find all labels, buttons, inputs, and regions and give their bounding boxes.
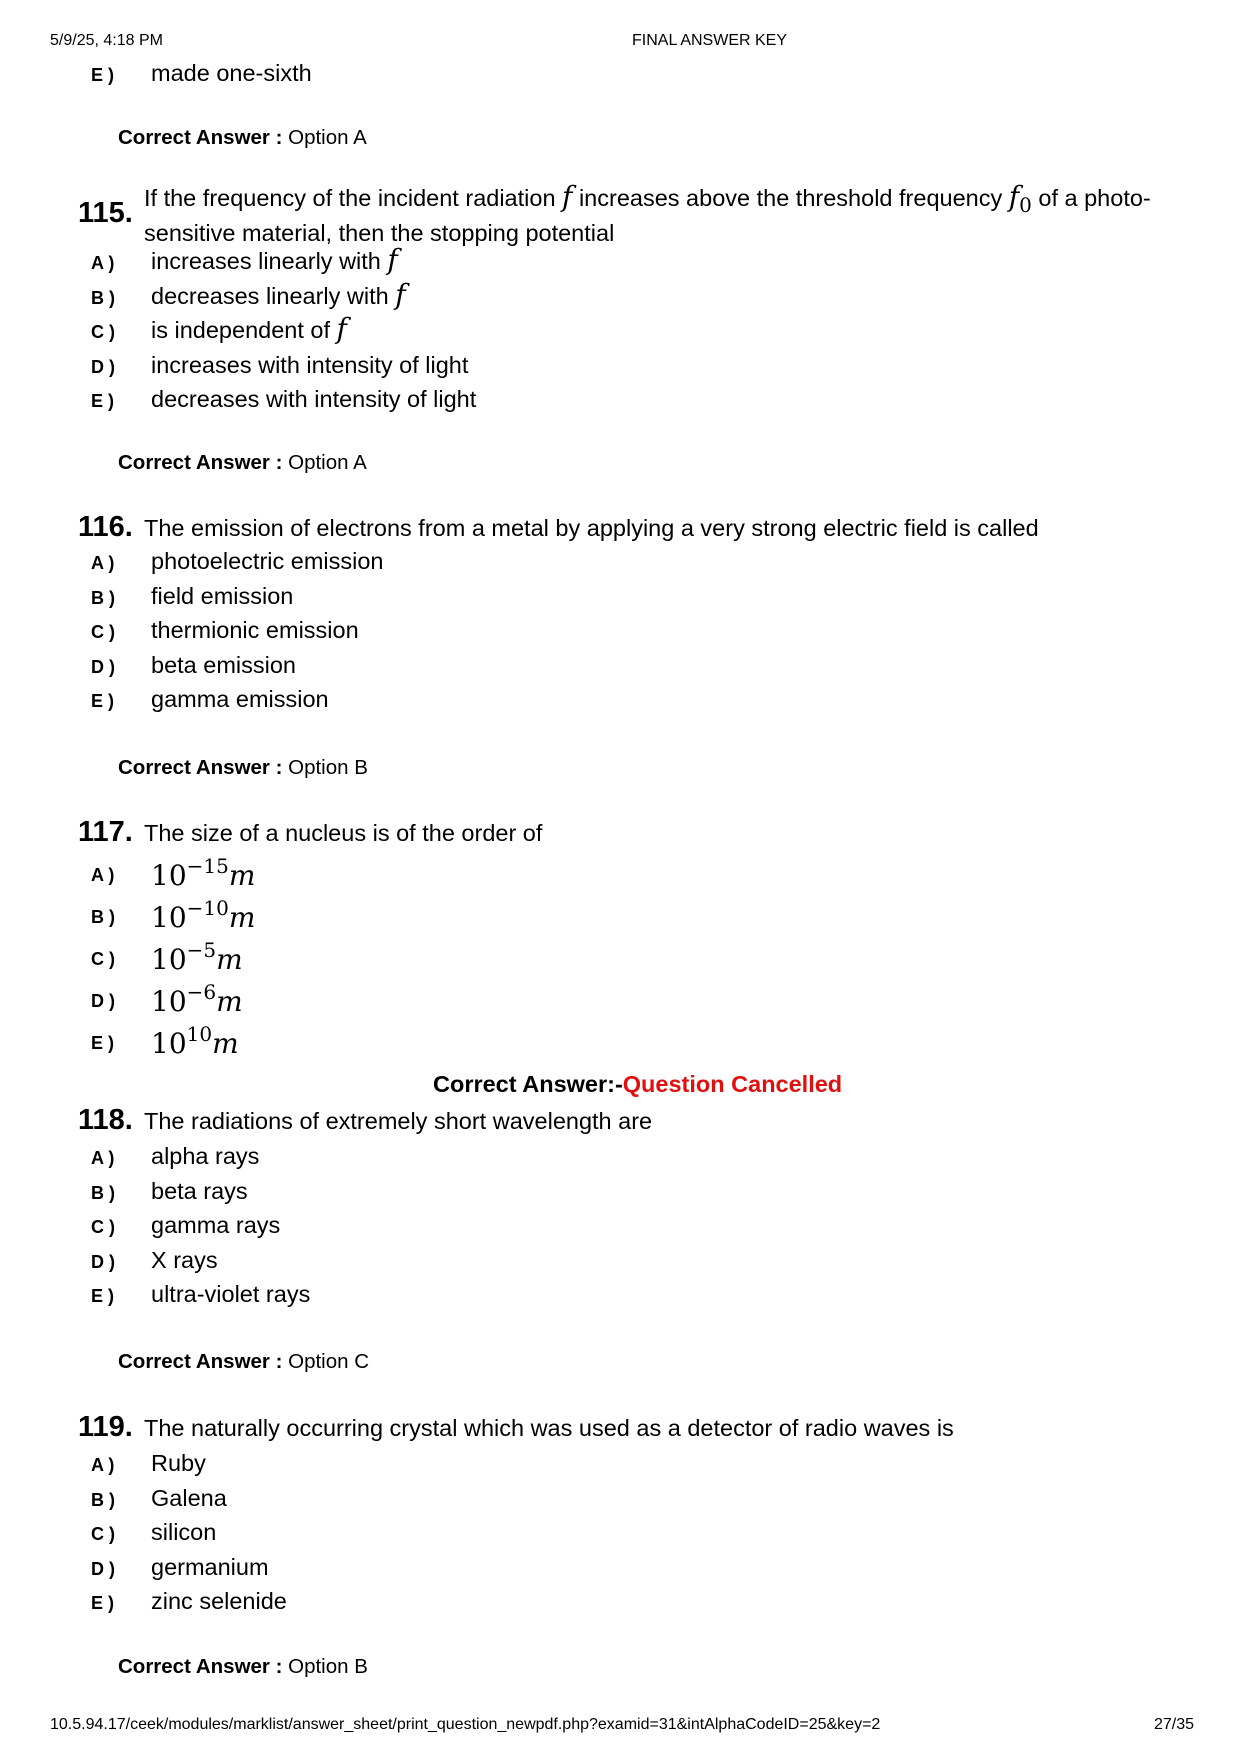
option-e [78, 58, 1178, 93]
option-c: C ) silicon [91, 1519, 217, 1545]
option-a: A ) increases linearly with f [91, 243, 398, 276]
page-url: 10.5.94.17/ceek/modules/marklist/answer_sheet/print_question_newpdf.php?examid=31&intAlphaCodeID=25&key=2 [50, 1716, 881, 1733]
option-c: C ) $10^{-5}m$ [91, 938, 243, 976]
correct-answer [118, 756, 368, 780]
answer-label: Correct Answer : [118, 126, 283, 149]
question-115 [78, 180, 1178, 419]
question-number: 119. [78, 1411, 133, 1443]
option-a: A ) alpha rays [91, 1143, 260, 1169]
question-text: The radiations of extremely short wavelength are [144, 1108, 653, 1134]
page-number: 27/35 [1154, 1716, 1195, 1733]
answer-label: Correct Answer : [118, 756, 283, 779]
question-119 [78, 1410, 1178, 1621]
option-d: D ) germanium [91, 1553, 269, 1580]
option-e: E ) ultra-violet rays [91, 1281, 311, 1307]
question-number: 118. [78, 1104, 133, 1136]
answer-label: Correct Answer : [118, 1655, 283, 1678]
question-number: 115. [78, 197, 133, 229]
question-text: The emission of electrons from a metal by applying a very strong electric field is called [144, 515, 1039, 541]
answer-label: Correct Answer:- [433, 1071, 623, 1097]
option-a: A ) Ruby [91, 1450, 206, 1476]
answer-value: Option B [288, 1655, 368, 1678]
answer-value: Option C [288, 1350, 370, 1373]
option-e: E ) $10^{10}m$ [91, 1022, 239, 1060]
answer-value: Option A [288, 126, 367, 149]
answer-value: Option A [288, 451, 367, 474]
option-b: B ) field emission [91, 582, 294, 609]
correct-answer [118, 1350, 369, 1374]
correct-answer [118, 451, 367, 475]
option-b: B ) $10^{-10}m$ [91, 896, 256, 934]
option-d: D ) increases with intensity of light [91, 351, 469, 378]
option-label: E ) [91, 65, 115, 85]
option-e: E ) gamma emission [91, 686, 329, 712]
question-117 [78, 815, 1178, 1065]
option-d: D ) X rays [91, 1246, 218, 1273]
cancelled-status: Question Cancelled [622, 1071, 843, 1097]
option-c: C ) thermionic emission [91, 617, 359, 643]
carryover-option [78, 58, 1178, 93]
answer-value: Option B [288, 756, 368, 779]
question-text: The naturally occurring crystal which was used as a detector of radio waves is [144, 1415, 954, 1441]
option-c: C ) gamma rays [91, 1212, 281, 1238]
document-title: FINAL ANSWER KEY [632, 32, 787, 49]
option-d: D ) beta emission [91, 651, 296, 678]
option-c: C ) is independent of f [91, 312, 347, 345]
correct-answer [118, 126, 367, 150]
option-b: B ) Galena [91, 1484, 227, 1511]
print-date: 5/9/25, 4:18 PM [50, 32, 163, 49]
variable-f: f [562, 180, 573, 213]
option-a: A ) $10^{-15}m$ [91, 854, 256, 892]
question-number: 117. [78, 816, 133, 848]
answer-label: Correct Answer : [118, 451, 283, 474]
correct-answer [118, 1655, 368, 1679]
variable-f0: f [1008, 180, 1020, 213]
question-118 [78, 1103, 1178, 1314]
option-b: B ) decreases linearly with f [91, 277, 406, 311]
correct-answer-cancelled [433, 1071, 842, 1098]
option-e: E ) decreases with intensity of light [91, 386, 477, 412]
option-a: A ) photoelectric emission [91, 548, 384, 574]
question-116 [78, 510, 1178, 719]
question-text: If the frequency of the incident radiation f increases above the threshold frequency f0 of a photo-sensitive material, then the stopping potential [144, 180, 1151, 246]
answer-label: Correct Answer : [118, 1350, 283, 1373]
question-text: The size of a nucleus is of the order of [144, 820, 543, 846]
option-e: E ) zinc selenide [91, 1588, 287, 1614]
option-text: made one-sixth [151, 60, 312, 86]
option-b: B ) beta rays [91, 1177, 248, 1204]
option-d: D ) $10^{-6}m$ [91, 980, 243, 1018]
question-number: 116. [78, 511, 133, 543]
